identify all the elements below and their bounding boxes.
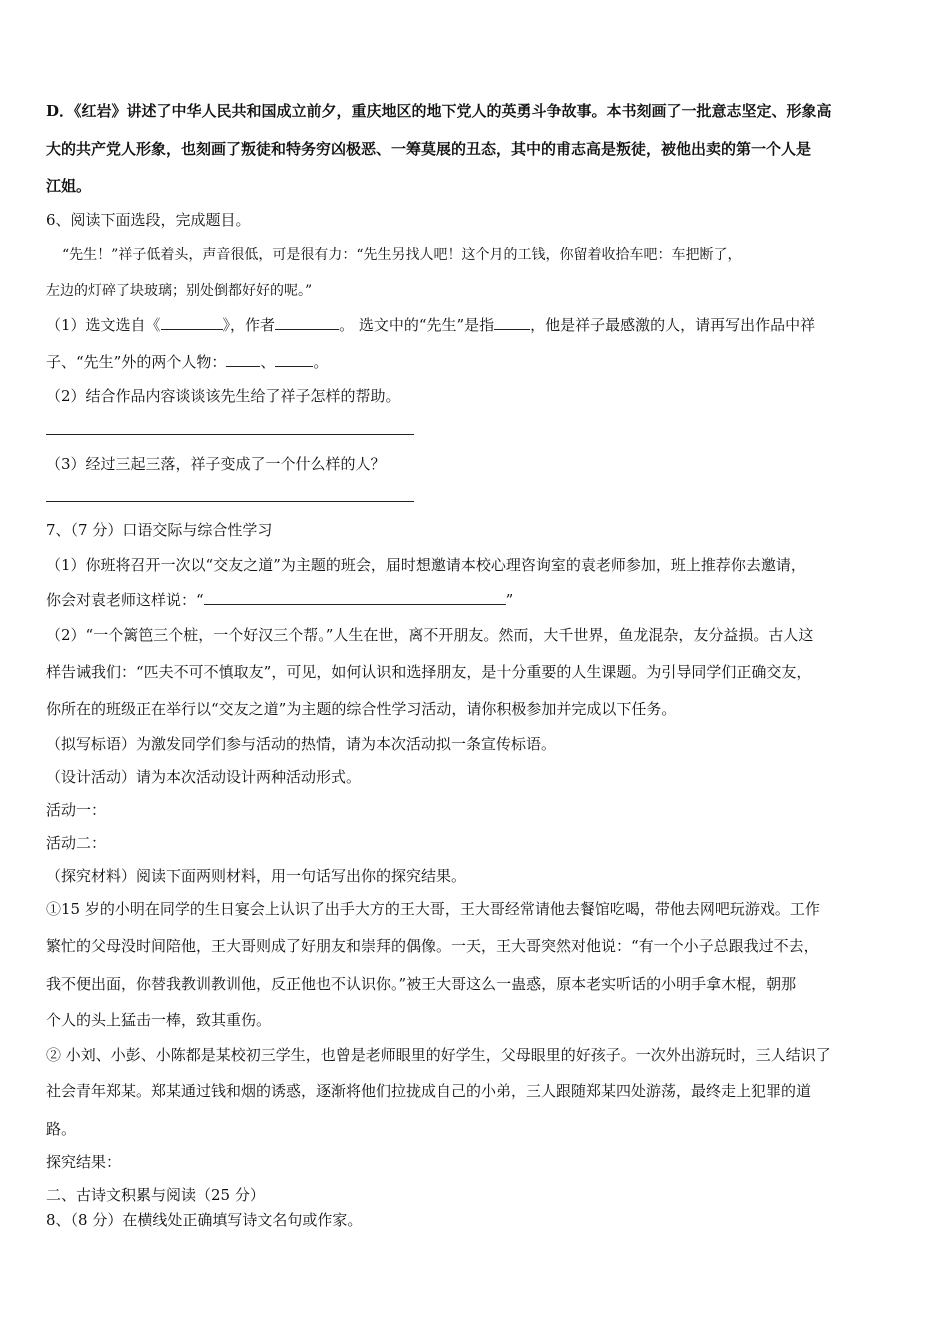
q8-title: 8、（8 分）在横线处正确填写诗文名句或作家。: [46, 1211, 363, 1229]
section2-title: 二、古诗文积累与阅读（25 分）: [46, 1186, 265, 1204]
q6-sub3: （3）经过三起三落，祥子变成了一个什么样的人？: [46, 455, 386, 473]
q7-title: 7、（7 分）口语交际与综合性学习: [46, 521, 273, 539]
q6-sub2: （2）结合作品内容谈谈该先生给了祥子怎样的帮助。: [46, 387, 401, 405]
q7-slogan-task: （拟写标语）为激发同学们参与活动的热情，请为本次活动拟一条宣传标语。: [46, 735, 557, 753]
q6-title: 6、阅读下面选段，完成题目。: [46, 211, 251, 229]
q7-sub1-line1: （1）你班将召开一次以“交友之道”为主题的班会，届时想邀请本校心理咨询室的袁老师参加，班上推荐你去邀请，: [46, 556, 806, 574]
q6-sub1-line2: [46, 352, 328, 372]
q5-option-d-line3: 江姐。: [46, 177, 92, 195]
q7-material1-line1: ①15 岁的小明在同学的生日宴会上认识了出手大方的王大哥，王大哥经常请他去餐馆吃喝，带他去网吧玩游戏。工作: [46, 900, 820, 918]
q6-sub1-line2-text-b: 、: [260, 353, 276, 371]
q7-sub2-line2: 样告诫我们：“匹夫不可不慎取友”，可见，如何认识和选择朋友，是十分重要的人生课题。为引导同学们正确交友，: [46, 663, 812, 681]
q6-sub1-text-a: （1）选文选自《: [46, 316, 161, 334]
q5-option-d-line2: 大的共产党人形象，也刻画了叛徒和特务穷凶极恶、一筹莫展的丑态，其中的甫志高是叛徒，被他出卖的第一个人是: [46, 140, 812, 158]
q6-sub1-line1: [46, 315, 815, 335]
q7-material1-line4: 个人的头上猛击一棒，致其重伤。: [46, 1011, 272, 1029]
q7-sub2-line1: （2）“一个篱笆三个桩，一个好汉三个帮。”人生在世，离不开朋友。然而，大千世界，鱼龙混杂，友分益损。古人这: [46, 626, 814, 644]
q7-design-task: （设计活动）请为本次活动设计两种活动形式。: [46, 768, 362, 786]
q7-material2-line3: 路。: [46, 1120, 77, 1138]
q7-material1-line3: 我不便出面，你替我教训教训他，反正他也不认识你。”被王大哥这么一蛊惑，原本老实听话的小明手拿木棍，朝那: [46, 975, 797, 993]
q7-material1-line2: 繁忙的父母没时间陪他，王大哥则成了好朋友和崇拜的偶像。一天，王大哥突然对他说：“有一个小子总跟我过不去，: [46, 937, 819, 955]
q7-activity2: 活动二：: [46, 834, 107, 852]
q7-activity1: 活动一：: [46, 801, 107, 819]
q6-sub1-line2-text-a: 子、“先生”外的两个人物：: [46, 353, 227, 371]
q6-sub1-line2-text-c: 。: [313, 353, 329, 371]
book-title-blank[interactable]: [161, 315, 223, 330]
invitation-blank[interactable]: [204, 590, 506, 605]
q6-passage-line1: “先生！”祥子低着头，声音很低，可是很有力：“先生另找人吧！这个月的工钱，你留着收拾车吧：车把断了，: [62, 247, 742, 263]
author-blank[interactable]: [275, 315, 339, 330]
q6-sub1-text-c: 。 选文中的“先生”是指: [339, 316, 495, 334]
q7-sub1-line2: [46, 590, 513, 610]
q7-sub1-line2-text-b: ”: [505, 591, 514, 609]
q7-explore-task: （探究材料）阅读下面两则材料，用一句话写出你的探究结果。: [46, 867, 467, 885]
character-blank-2[interactable]: [275, 352, 313, 367]
q6-sub1-text-d: ，他是祥子最感激的人，请再写出作品中祥: [530, 316, 816, 334]
q7-sub1-line2-text-a: 你会对袁老师这样说：“: [46, 591, 204, 609]
q7-sub2-line3: 你所在的班级正在举行以“交友之道”为主题的综合性学习活动，请你积极参加并完成以下任务。: [46, 700, 677, 718]
q6-sub2-answer-line[interactable]: [46, 434, 414, 435]
q6-passage-line2: 左边的灯碎了块玻璃；别处倒都好好的呢。”: [46, 283, 313, 299]
q6-sub3-answer-line[interactable]: [46, 501, 414, 502]
q7-material2-line2: 社会青年郑某。郑某通过钱和烟的诱惑，逐渐将他们拉拢成自己的小弟，三人跟随郑某四处游荡，最终走上犯罪的道: [46, 1082, 812, 1100]
character-blank-1[interactable]: [226, 352, 260, 367]
mister-blank[interactable]: [494, 315, 530, 330]
q7-material2-line1: ② 小刘、小彭、小陈都是某校初三学生，也曾是老师眼里的好学生，父母眼里的好孩子。一次外出游玩时，三人结识了: [46, 1046, 831, 1064]
q7-result-label: 探究结果：: [46, 1153, 122, 1171]
q5-option-d-line1: D．《红岩》讲述了中华人民共和国成立前夕，重庆地区的地下党人的英勇斗争故事。本书刻画了一批意志坚定、形象高: [46, 102, 832, 120]
q6-sub1-text-b: 》，作者: [222, 316, 276, 334]
